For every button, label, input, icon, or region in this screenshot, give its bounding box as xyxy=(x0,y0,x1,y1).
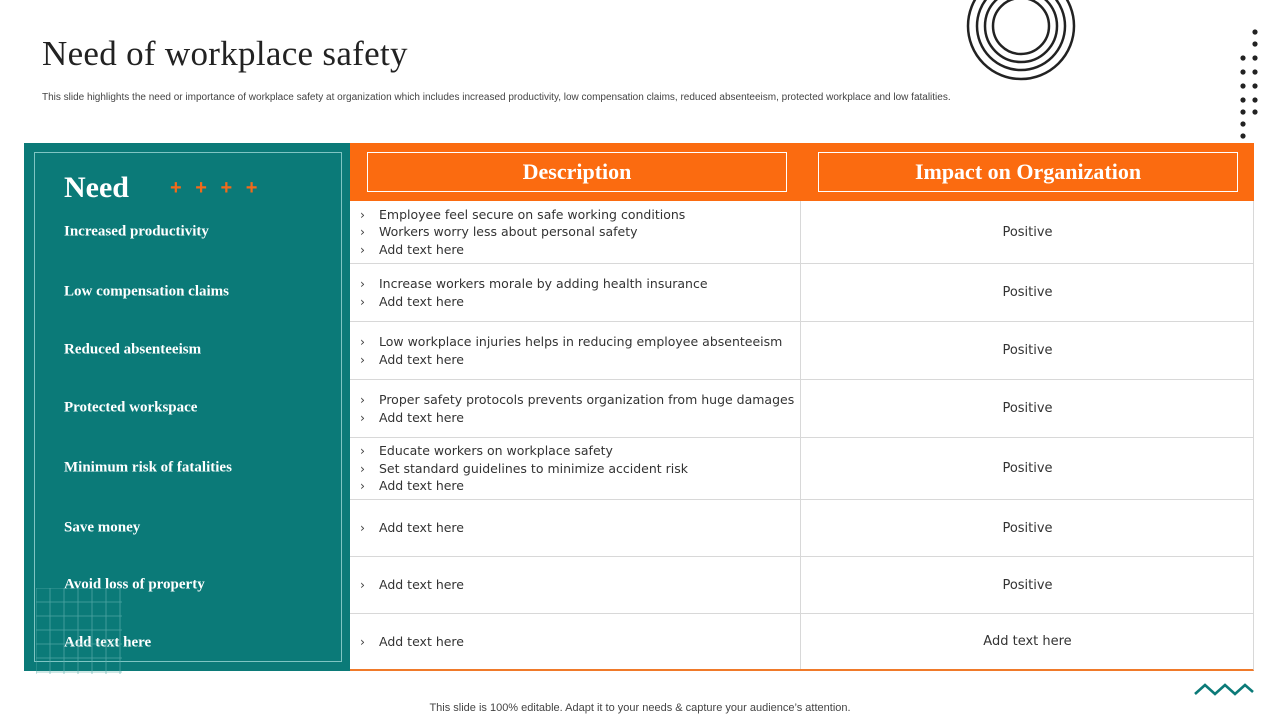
chevron-right-icon: › xyxy=(360,520,365,536)
bullet-item: › Increase workers morale by adding health insurance xyxy=(360,276,708,291)
table-row xyxy=(350,438,1253,500)
impact-header: Impact on Organization xyxy=(818,152,1238,192)
dot-grid-icon xyxy=(1234,28,1264,144)
table-row xyxy=(350,614,1253,669)
table-row xyxy=(350,322,1253,380)
impact-cell: Add text here xyxy=(983,634,1072,649)
chevron-right-icon: › xyxy=(360,443,365,459)
table-row xyxy=(350,500,1253,557)
page-subtitle: This slide highlights the need or importance of workplace safety at organization which includes increased productivity, low compensation claims, reduced absenteeism, protected workplace and low fatalities. xyxy=(42,92,951,103)
bullet-item: › Proper safety protocols prevents organization from huge damages xyxy=(360,392,795,407)
need-panel xyxy=(24,143,350,671)
chevron-right-icon: › xyxy=(360,293,365,309)
plus-marks: + + + + xyxy=(170,177,262,199)
need-item: Add text here xyxy=(64,634,152,651)
need-item: Protected workspace xyxy=(64,399,198,416)
bullet-item: › Set standard guidelines to minimize accident risk xyxy=(360,460,689,476)
concentric-circles-icon xyxy=(962,0,1080,82)
impact-cell: Positive xyxy=(1002,224,1053,240)
need-item: Save money xyxy=(64,519,141,536)
impact-cell: Positive xyxy=(1002,401,1053,416)
bullet-item: › Add text here xyxy=(360,633,464,649)
bullet-item: › Workers worry less about personal safety xyxy=(360,224,638,240)
chevron-right-icon: › xyxy=(360,409,365,425)
impact-cell: Positive xyxy=(1002,343,1053,358)
table-row xyxy=(350,264,1253,322)
description-cell xyxy=(350,201,801,263)
chevron-right-icon: › xyxy=(360,276,365,291)
table-row xyxy=(350,380,1253,438)
bullet-item: › Add text here xyxy=(360,241,464,257)
chevron-right-icon: › xyxy=(360,241,365,257)
description-cell xyxy=(350,557,801,613)
bullet-item: › Add text here xyxy=(360,351,464,367)
chevron-right-icon: › xyxy=(360,577,365,593)
description-cell xyxy=(350,380,801,437)
chevron-right-icon: › xyxy=(360,206,365,222)
table-row xyxy=(350,557,1253,614)
need-item: Low compensation claims xyxy=(64,283,229,300)
impact-cell: Positive xyxy=(1002,285,1053,300)
impact-cell: Positive xyxy=(1002,461,1053,476)
description-cell xyxy=(350,438,801,499)
footer-note: This slide is 100% editable. Adapt it to your needs & capture your audience’s attention. xyxy=(429,702,851,714)
need-panel-frame xyxy=(34,152,342,662)
chevron-right-icon: › xyxy=(360,392,365,407)
chevron-right-icon: › xyxy=(360,351,365,367)
table-body xyxy=(350,201,1254,671)
need-item: Reduced absenteeism xyxy=(64,341,202,358)
chevron-right-icon: › xyxy=(360,478,365,494)
bullet-item: › Employee feel secure on safe working conditions xyxy=(360,206,686,222)
description-cell xyxy=(350,264,801,321)
bullet-item: › Add text here xyxy=(360,577,464,593)
bullet-item: › Add text here xyxy=(360,520,464,536)
description-cell xyxy=(350,500,801,556)
bullet-item: › Add text here xyxy=(360,293,464,309)
bullet-item: › Low workplace injuries helps in reducing employee absenteeism xyxy=(360,334,783,349)
table-header xyxy=(350,143,1254,201)
description-cell xyxy=(350,614,801,669)
zigzag-icon xyxy=(1193,681,1255,697)
need-item: Increased productivity xyxy=(64,223,209,240)
chevron-right-icon: › xyxy=(360,224,365,240)
description-header: Description xyxy=(367,152,787,192)
chevron-right-icon: › xyxy=(360,334,365,349)
description-cell xyxy=(350,322,801,379)
bullet-item: › Add text here xyxy=(360,409,464,425)
bullet-item: › Educate workers on workplace safety xyxy=(360,443,613,459)
impact-cell: Positive xyxy=(1002,520,1053,536)
page-title: Need of workplace safety xyxy=(42,34,408,73)
need-item: Minimum risk of fatalities xyxy=(64,459,232,476)
table-row xyxy=(350,201,1253,264)
chevron-right-icon: › xyxy=(360,460,365,476)
impact-cell: Positive xyxy=(1002,577,1053,593)
need-heading: Need xyxy=(64,171,129,204)
need-item: Avoid loss of property xyxy=(64,576,205,593)
grid-pattern-icon xyxy=(36,588,122,674)
chevron-right-icon: › xyxy=(360,633,365,649)
bullet-item: › Add text here xyxy=(360,478,464,494)
